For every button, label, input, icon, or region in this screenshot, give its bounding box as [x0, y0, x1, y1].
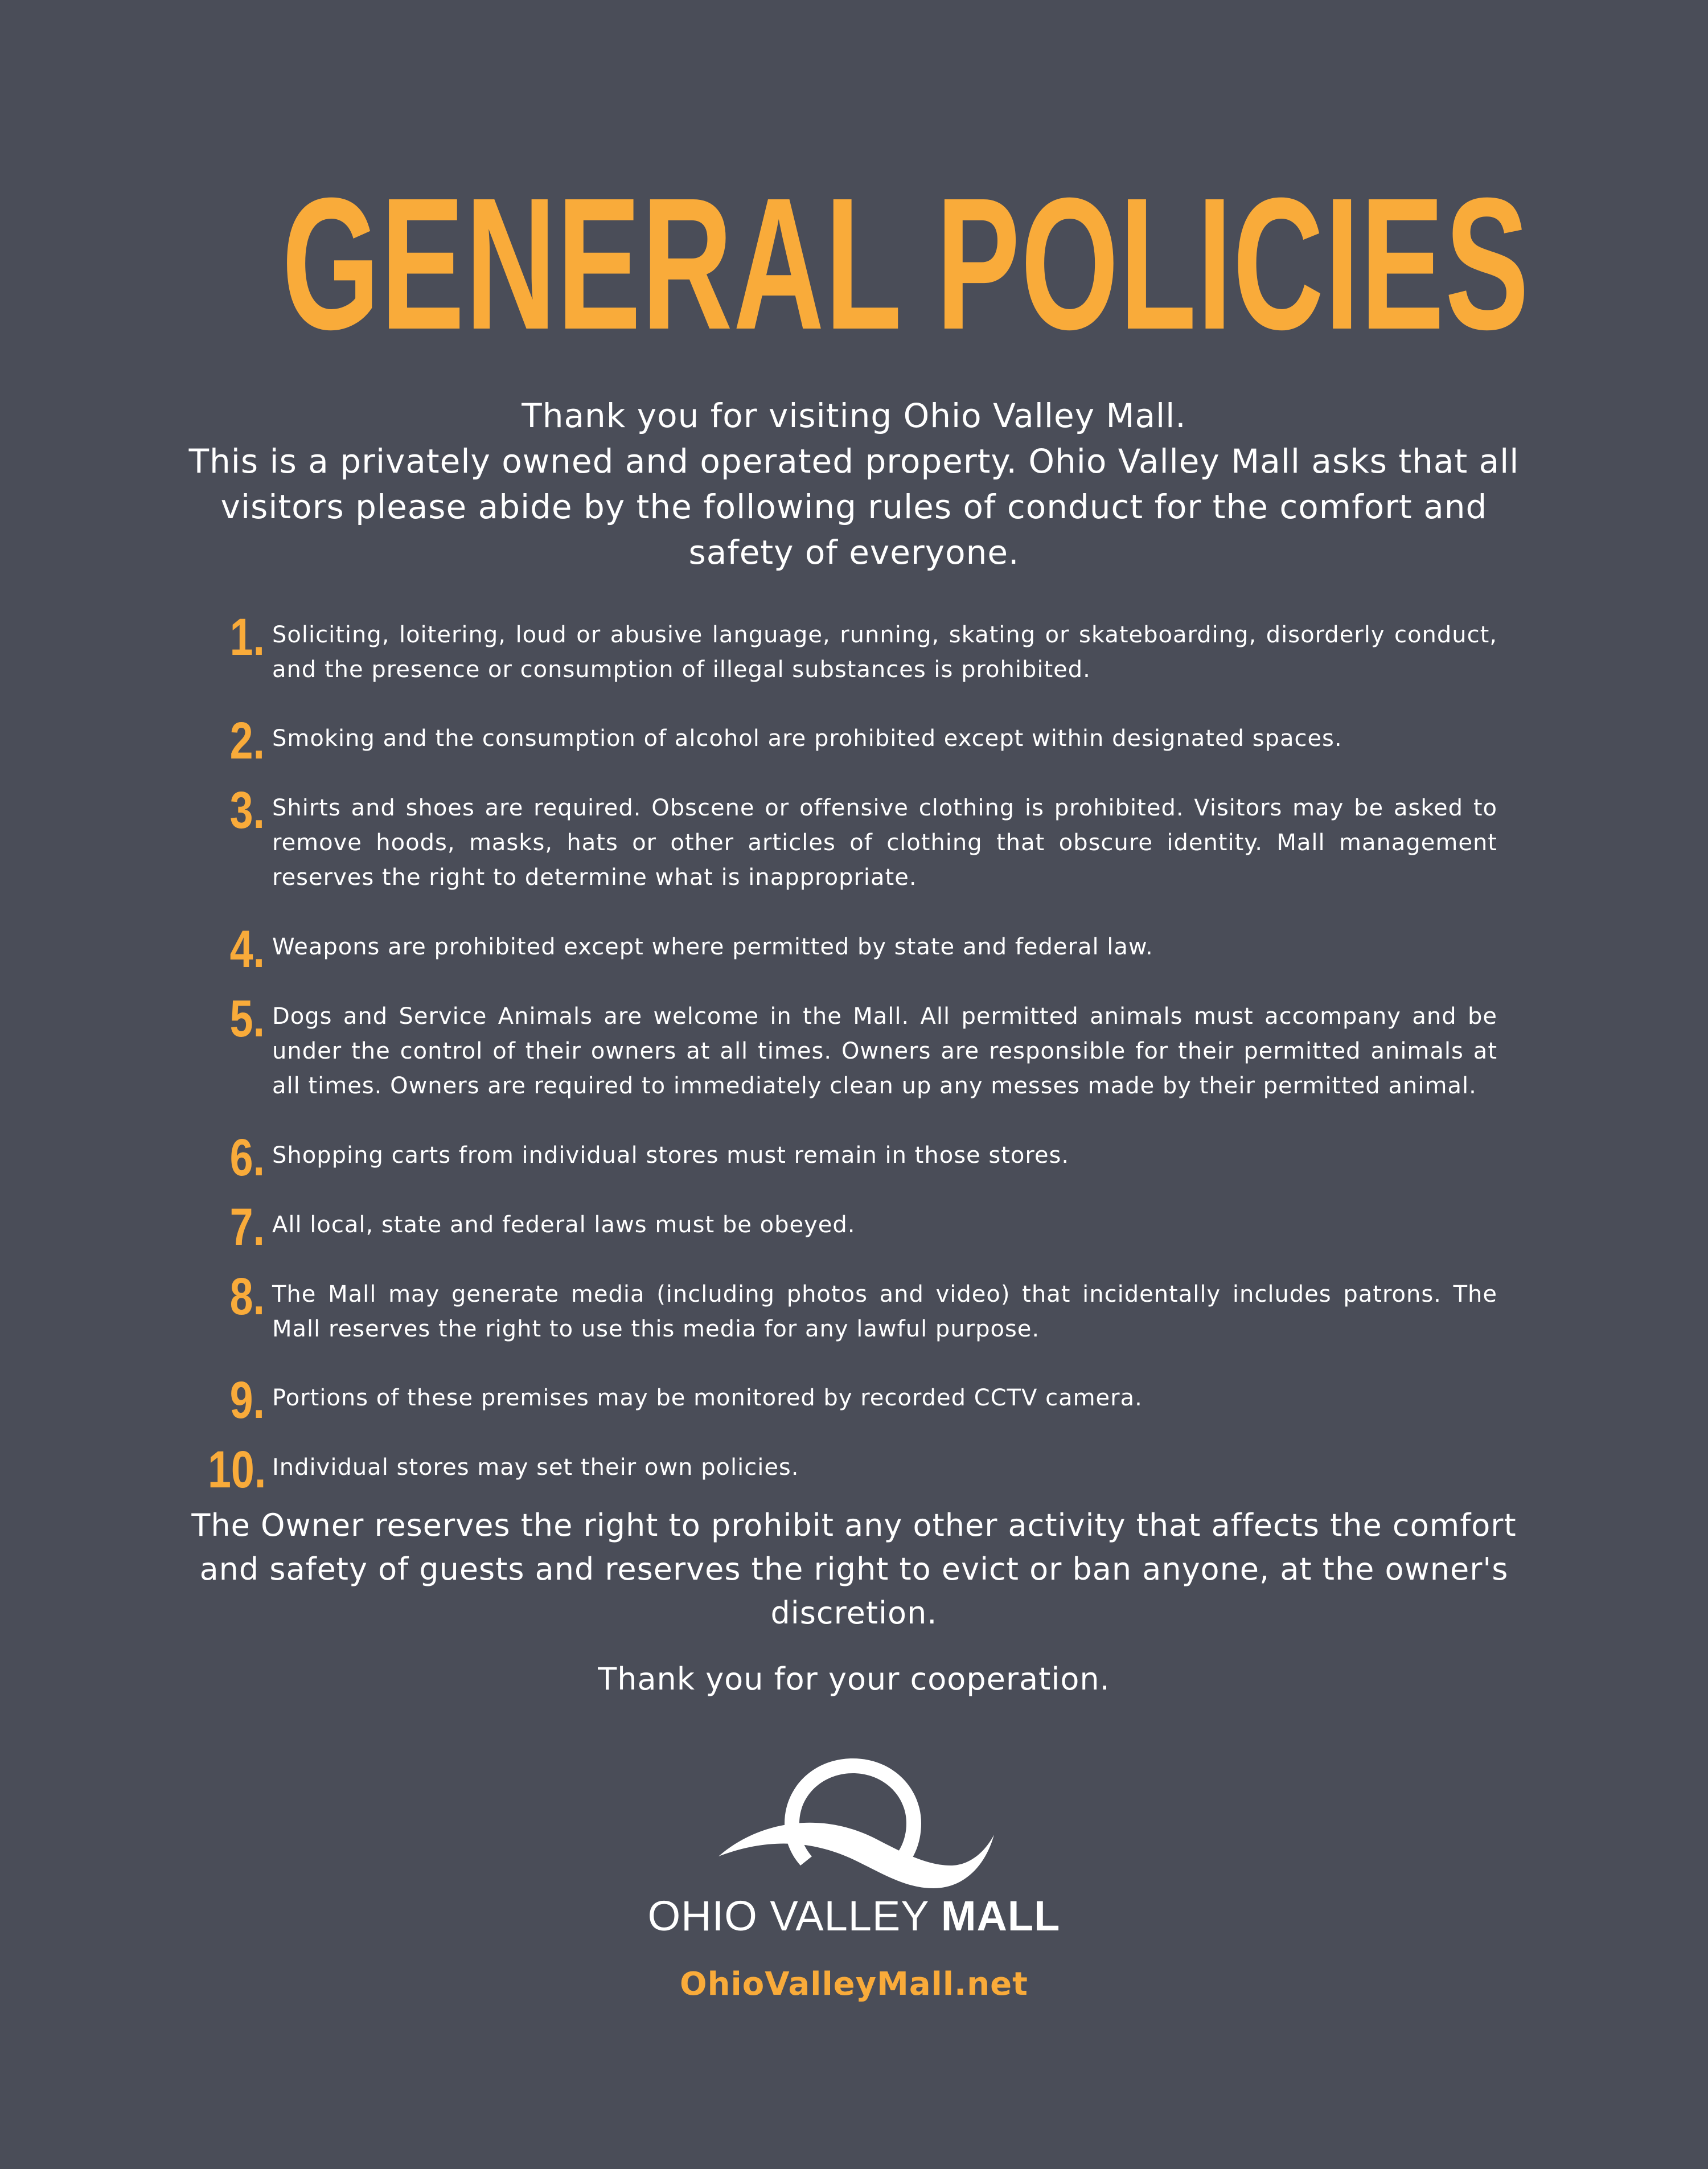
intro-statement: This is a privately owned and operated property. Ohio Valley Mall asks that all visitors please abide by the following rules of conduct for the comfort and safety of everyone.: [188, 442, 1520, 572]
logo-text-regular: OHIO VALLEY: [647, 1892, 929, 1940]
policy-text: Weapons are prohibited except where permitted by state and federal law.: [272, 934, 1153, 960]
closing-statement: The Owner reserves the right to prohibit any other activity that affects the comfort and safety of guests and reserves the right to evict or ban anyone, at the owner's discretion.: [191, 1507, 1517, 1631]
thanks-line: Thank you for your cooperation.: [598, 1661, 1110, 1697]
policy-number: 7.: [229, 1198, 265, 1256]
logo-wordmark: [0, 1891, 1708, 1942]
policy-number: 10.: [208, 1441, 266, 1499]
policy-number: 3.: [229, 781, 265, 839]
policy-text: Portions of these premises may be monitored by recorded CCTV camera.: [272, 1385, 1143, 1411]
logo-text-bold: MALL: [941, 1892, 1061, 1940]
policy-text: Soliciting, loitering, loud or abusive language, running, skating or skateboarding, disorderly conduct, and the presence or consumption of illegal substances is prohibited.: [272, 622, 1497, 683]
policy-number: 6.: [229, 1129, 265, 1187]
website-link[interactable]: OhioValleyMall.net: [680, 1966, 1028, 2003]
policy-text: Shopping carts from individual stores must remain in those stores.: [272, 1142, 1070, 1168]
page-title: GENERAL POLICIES: [282, 158, 1530, 368]
policy-text: Individual stores may set their own policies.: [272, 1454, 799, 1481]
policy-number: 8.: [229, 1268, 265, 1326]
intro-text: [188, 393, 1520, 575]
policy-number: 5.: [229, 990, 265, 1048]
policy-number: 4.: [229, 920, 265, 978]
intro-greeting: Thank you for visiting Ohio Valley Mall.: [522, 396, 1186, 435]
policy-number: 1.: [229, 608, 265, 666]
policy-text: The Mall may generate media (including photos and video) that incidentally includes patrons. The Mall reserves the right to use this media for any lawful purpose.: [272, 1281, 1497, 1342]
policy-text: Dogs and Service Animals are welcome in the Mall. All permitted animals must accompany and be under the control of their owners at all times. Owners are responsible for their permitted animals at all times. Owners are required to immediately clean up any messes made by their permitted animal.: [272, 1003, 1497, 1099]
policy-text: All local, state and federal laws must be obeyed.: [272, 1212, 856, 1238]
policy-text: Shirts and shoes are required. Obscene or offensive clothing is prohibited. Visitors may be asked to remove hoods, masks, hats or other articles of clothing that obscure identity. Mall management reserves the right to determine what is inappropriate.: [272, 795, 1497, 891]
policy-number: 2.: [229, 712, 265, 770]
policy-text: Smoking and the consumption of alcohol are prohibited except within designated spaces.: [272, 725, 1342, 752]
policy-number: 9.: [229, 1371, 265, 1429]
mall-logo-icon: [712, 1754, 996, 1902]
